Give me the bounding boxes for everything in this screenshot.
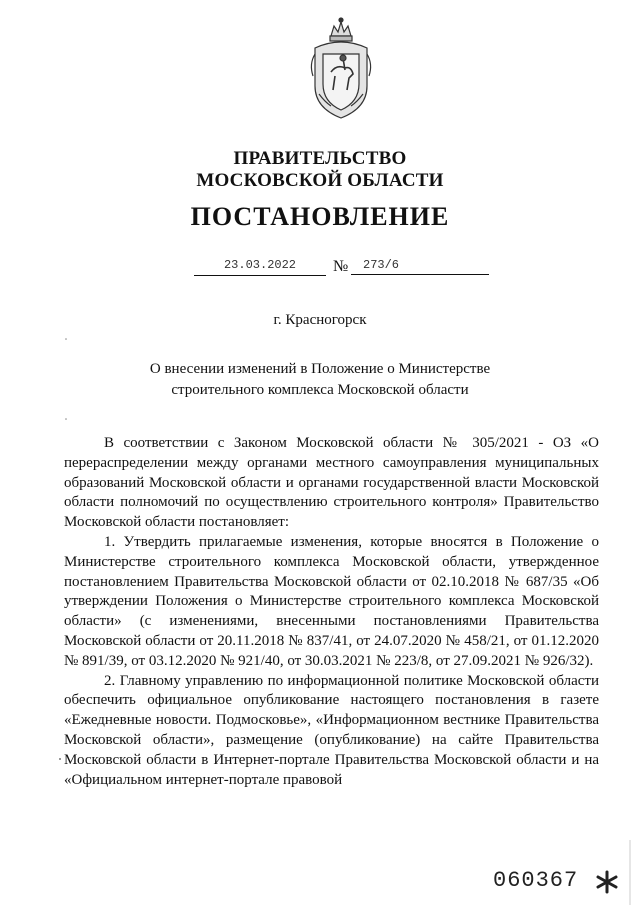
subject-line2: строительного комплекса Московской области	[171, 382, 469, 398]
date-number-line	[0, 258, 640, 280]
document-number: 273/6	[351, 258, 489, 275]
item-2-paragraph: 2. Главному управлению по информационной политике Московской области обеспечить официальное опубликование настоящего постановления в газете «Ежедневные новости. Подмосковье», «Информационном вестнике Правительства Московской области», размещение (опубликование) на сайте Правительства Московской области в Интернет-портале Правительства Московской области и на «Официальном интернет-портале правовой	[64, 672, 599, 788]
preamble-paragraph: В соответствии с Законом Московской области № 305/2021 - ОЗ «О перераспределении между органами местного самоуправления муниципальных образований Московской области и органами государственной власти Московской области полномочий по осуществлению строительного контроля» Правительство Московской области постановляет:	[64, 435, 599, 531]
document-type-title: ПОСТАНОВЛЕНИЕ	[190, 202, 450, 231]
document-subject	[0, 359, 640, 401]
organization-name-line1: ПРАВИТЕЛЬСТВО	[233, 148, 407, 169]
number-sign: №	[333, 258, 349, 275]
serial-stamp-number: 060367	[493, 868, 579, 893]
document-date: 23.03.2022	[194, 258, 326, 276]
subject-line1: О внесении изменений в Положение о Министерстве	[149, 361, 491, 377]
city-name: г. Красногорск	[273, 312, 367, 328]
document-body	[64, 434, 599, 790]
item-1-paragraph: 1. Утвердить прилагаемые изменения, которые вносятся в Положение о Министерстве строительного комплекса Московской области, утвержденное постановлением Правительства Московской области от 02.10.2018 № 687/35 «Об утверждении Положения о Министерстве строительного комплекса Московской области» (с изменениями, внесенными постановлениями Правительства Московской области от 20.11.2018 № 837/41, от 24.07.2020 № 458/21, от 01.12.2020 № 891/39, от 03.12.2020 № 921/40, от 30.03.2021 № 223/8, от 27.09.2021 № 926/32).	[64, 533, 599, 669]
organization-name-line2: МОСКОВСКОЙ ОБЛАСТИ	[196, 170, 444, 191]
coat-of-arms-icon	[301, 14, 381, 124]
asterisk-icon	[594, 869, 620, 895]
